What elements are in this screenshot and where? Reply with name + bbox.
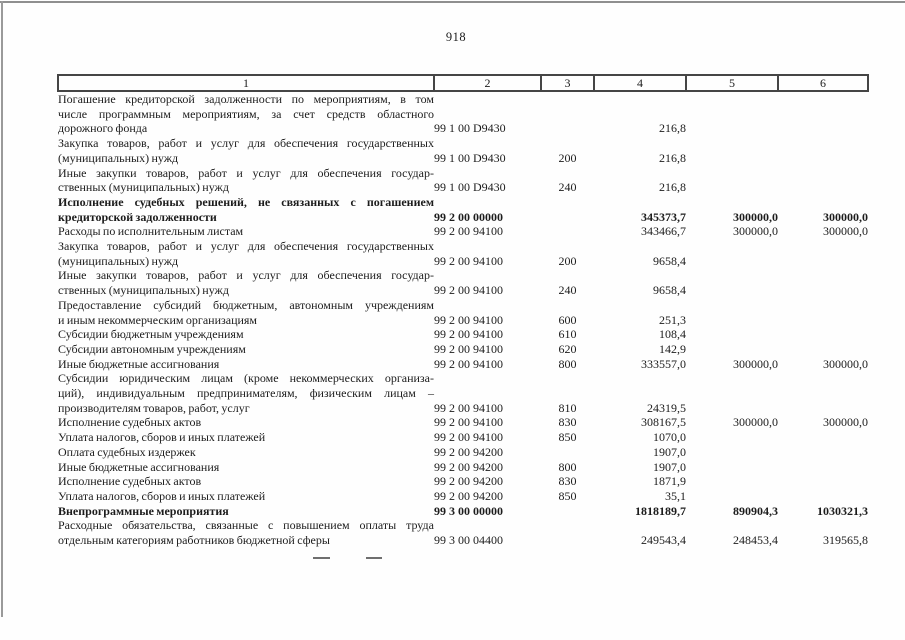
cell-code: 99 2 00 94100 — [434, 327, 503, 342]
cell-amount-2 — [686, 327, 778, 342]
cell-amount-1: 108,4 — [659, 327, 686, 342]
cell-amount-3 — [778, 327, 868, 342]
cell-amount-3 — [778, 268, 868, 297]
page-border-top — [0, 1, 905, 3]
cell-expense-type: 240 — [558, 283, 577, 298]
cell-amount-3: 300000,0 — [823, 209, 868, 224]
cell-amount-1: 1070,0 — [653, 430, 686, 445]
cell-name: Исполнение судебных актов — [58, 415, 202, 430]
cell-code: 99 2 00 94100 — [434, 341, 503, 356]
cell-amount-1: 1871,9 — [653, 474, 686, 489]
cell-amount-3 — [778, 91, 868, 136]
cell-amount-1: 35,1 — [665, 488, 686, 503]
cell-name: Исполнение судебных актов — [58, 474, 202, 489]
cell-name: Оплата судебных издержек — [58, 444, 196, 459]
cell-amount-1: 251,3 — [659, 312, 686, 327]
cell-name: Иные закупки товаров, работ и услуг для обеспечения государ- ственных (муниципальных) нужд — [58, 268, 434, 298]
column-header-6: 6 — [778, 75, 868, 91]
cell-amount-1: 142,9 — [659, 341, 686, 356]
column-header-1: 1 — [58, 75, 434, 91]
cell-amount-1: 1818189,7 — [635, 503, 686, 518]
cell-name: Субсидии юридическим лицам (кроме некоммерческих организа- ций), индивидуальным предпринимателям, физическим лицам – производителям товаров, работ, услуг — [58, 371, 434, 415]
column-header-4: 4 — [594, 75, 686, 91]
cell-amount-2 — [686, 136, 778, 165]
cell-expense-type: 200 — [558, 253, 577, 268]
cell-amount-1: 216,8 — [659, 180, 686, 195]
cell-expense-type — [541, 445, 594, 460]
cell-code: 99 2 00 94100 — [434, 283, 503, 298]
cell-amount-3: 319565,8 — [823, 533, 868, 548]
cell-code: 99 1 00 D9430 — [434, 180, 506, 195]
cell-expense-type: 800 — [558, 356, 577, 371]
cell-amount-2 — [686, 430, 778, 445]
cell-amount-1: 308167,5 — [641, 415, 686, 430]
cell-expense-type — [541, 224, 594, 239]
cell-code: 99 2 00 94100 — [434, 224, 503, 239]
cell-amount-2: 890904,3 — [733, 503, 778, 518]
cell-amount-1: 1907,0 — [653, 459, 686, 474]
cell-code: 99 1 00 D9430 — [434, 150, 506, 165]
cell-name: Субсидии бюджетным учреждениям — [58, 327, 244, 342]
cell-code: 99 2 00 94200 — [434, 459, 503, 474]
cell-code: 99 2 00 94100 — [434, 253, 503, 268]
cell-amount-2: 248453,4 — [733, 533, 778, 548]
cell-amount-1: 9658,4 — [653, 283, 686, 298]
cell-amount-2 — [686, 298, 778, 327]
cell-expense-type: 240 — [558, 180, 577, 195]
cell-amount-1: 9658,4 — [653, 253, 686, 268]
cell-amount-2 — [686, 489, 778, 504]
cell-expense-type: 610 — [558, 327, 577, 342]
cell-name: Субсидии автономным учреждениям — [58, 341, 246, 356]
cell-expense-type: 620 — [558, 341, 577, 356]
cell-amount-2 — [686, 474, 778, 489]
table-row — [58, 371, 868, 415]
cell-name: Закупка товаров, работ и услуг для обеспечения государственных (муниципальных) нужд — [58, 136, 434, 165]
cell-amount-2 — [686, 342, 778, 357]
cell-amount-3 — [778, 474, 868, 489]
cell-amount-1: 345373,7 — [641, 209, 686, 224]
cell-name: Иные бюджетные ассигнования — [58, 459, 220, 474]
cell-code: 99 2 00 94100 — [434, 415, 503, 430]
cell-amount-3: 300000,0 — [823, 356, 868, 371]
cell-amount-1: 1907,0 — [653, 444, 686, 459]
page-border-left — [1, 1, 3, 617]
cell-name: Уплата налогов, сборов и иных платежей — [58, 488, 266, 503]
table-row — [58, 195, 868, 224]
cell-code: 99 3 00 04400 — [434, 533, 503, 548]
column-header-3: 3 — [541, 75, 594, 91]
page-number: 918 — [445, 30, 467, 44]
table-row — [58, 357, 868, 372]
cell-code: 99 2 00 94100 — [434, 430, 503, 445]
cell-name: Иные бюджетные ассигнования — [58, 356, 220, 371]
cell-amount-3 — [778, 445, 868, 460]
cell-amount-1: 343466,7 — [641, 224, 686, 239]
cell-amount-2 — [686, 239, 778, 268]
column-header-5: 5 — [686, 75, 778, 91]
cell-amount-2 — [686, 460, 778, 475]
table-row — [58, 504, 868, 519]
cell-expense-type — [541, 504, 594, 519]
cell-amount-3 — [778, 342, 868, 357]
table-row — [58, 239, 868, 268]
cell-amount-3 — [778, 298, 868, 327]
table-row — [58, 268, 868, 297]
table-row — [58, 430, 868, 445]
cell-code: 99 2 00 94100 — [434, 356, 503, 371]
cell-name: Погашение кредиторской задолженности по мероприятиям, в том числе программным мероприятиям, за счет средств областного дорожного фонда — [58, 92, 434, 136]
cell-amount-3 — [778, 371, 868, 415]
table-row — [58, 166, 868, 195]
table-row — [58, 445, 868, 460]
cell-amount-2: 300000,0 — [733, 356, 778, 371]
cell-name: Исполнение судебных решений, не связанных с погашением кредиторской задолженности — [58, 194, 434, 224]
cell-amount-2 — [686, 91, 778, 136]
cell-expense-type: 800 — [558, 459, 577, 474]
cell-name: Предоставление субсидий бюджетным, автономным учреждениям и иным некоммерческим организациям — [58, 297, 434, 327]
cell-code: 99 2 00 00000 — [434, 209, 503, 224]
cell-code: 99 2 00 94100 — [434, 312, 503, 327]
cell-name: Внепрограммные мероприятия — [58, 503, 229, 518]
cell-expense-type — [541, 518, 594, 547]
cell-name: Уплата налогов, сборов и иных платежей — [58, 430, 266, 445]
cell-amount-2 — [686, 445, 778, 460]
cell-name: Иные закупки товаров, работ и услуг для обеспечения государ- ственных (муниципальных) нужд — [58, 165, 434, 195]
table-row — [58, 136, 868, 165]
table-row — [58, 415, 868, 430]
budget-table — [57, 74, 869, 548]
cell-amount-2: 300000,0 — [733, 209, 778, 224]
cell-code: 99 2 00 94200 — [434, 444, 503, 459]
cell-expense-type: 830 — [558, 415, 577, 430]
cell-expense-type — [541, 195, 594, 224]
table-header-row — [58, 75, 868, 91]
table-row — [58, 224, 868, 239]
cell-amount-1: 333557,0 — [641, 356, 686, 371]
table-row — [58, 298, 868, 327]
cell-amount-2 — [686, 166, 778, 195]
table-row — [58, 518, 868, 547]
cell-amount-2 — [686, 371, 778, 415]
cell-expense-type: 200 — [558, 150, 577, 165]
cell-amount-3 — [778, 136, 868, 165]
cell-amount-1: 216,8 — [659, 121, 686, 136]
cell-amount-3 — [778, 166, 868, 195]
cell-expense-type: 850 — [558, 430, 577, 445]
cell-amount-2 — [686, 268, 778, 297]
table-row — [58, 460, 868, 475]
cell-amount-1: 249543,4 — [641, 533, 686, 548]
cell-amount-3: 300000,0 — [823, 224, 868, 239]
cell-name: Закупка товаров, работ и услуг для обеспечения государственных (муниципальных) нужд — [58, 239, 434, 268]
cell-code: 99 2 00 94200 — [434, 488, 503, 503]
cell-amount-3 — [778, 460, 868, 475]
cell-code: 99 2 00 94200 — [434, 474, 503, 489]
table-row — [58, 91, 868, 136]
table-row — [58, 327, 868, 342]
cell-code: 99 2 00 94100 — [434, 400, 503, 415]
column-header-2: 2 — [434, 75, 541, 91]
cell-code: 99 1 00 D9430 — [434, 121, 506, 136]
cell-amount-3 — [778, 489, 868, 504]
cell-amount-1: 216,8 — [659, 150, 686, 165]
cell-amount-3 — [778, 239, 868, 268]
table-row — [58, 489, 868, 504]
table-row — [58, 342, 868, 357]
cell-amount-2: 300000,0 — [733, 415, 778, 430]
scan-artifact-dash — [366, 557, 382, 559]
scan-artifact-dash — [313, 557, 330, 559]
cell-name: Расходы по исполнительным листам — [58, 224, 244, 239]
cell-amount-3 — [778, 430, 868, 445]
cell-amount-3: 1030321,3 — [817, 503, 868, 518]
cell-name: Расходные обязательства, связанные с повышением оплаты труда отдельным категориям работников бюджетной сферы — [58, 518, 434, 548]
table-row — [58, 474, 868, 489]
cell-expense-type: 600 — [558, 312, 577, 327]
cell-amount-3: 300000,0 — [823, 415, 868, 430]
cell-amount-1: 24319,5 — [647, 400, 686, 415]
cell-code: 99 3 00 00000 — [434, 503, 503, 518]
cell-expense-type — [541, 91, 594, 136]
cell-expense-type: 810 — [558, 400, 577, 415]
cell-expense-type: 850 — [558, 488, 577, 503]
cell-expense-type: 830 — [558, 474, 577, 489]
cell-amount-2: 300000,0 — [733, 224, 778, 239]
